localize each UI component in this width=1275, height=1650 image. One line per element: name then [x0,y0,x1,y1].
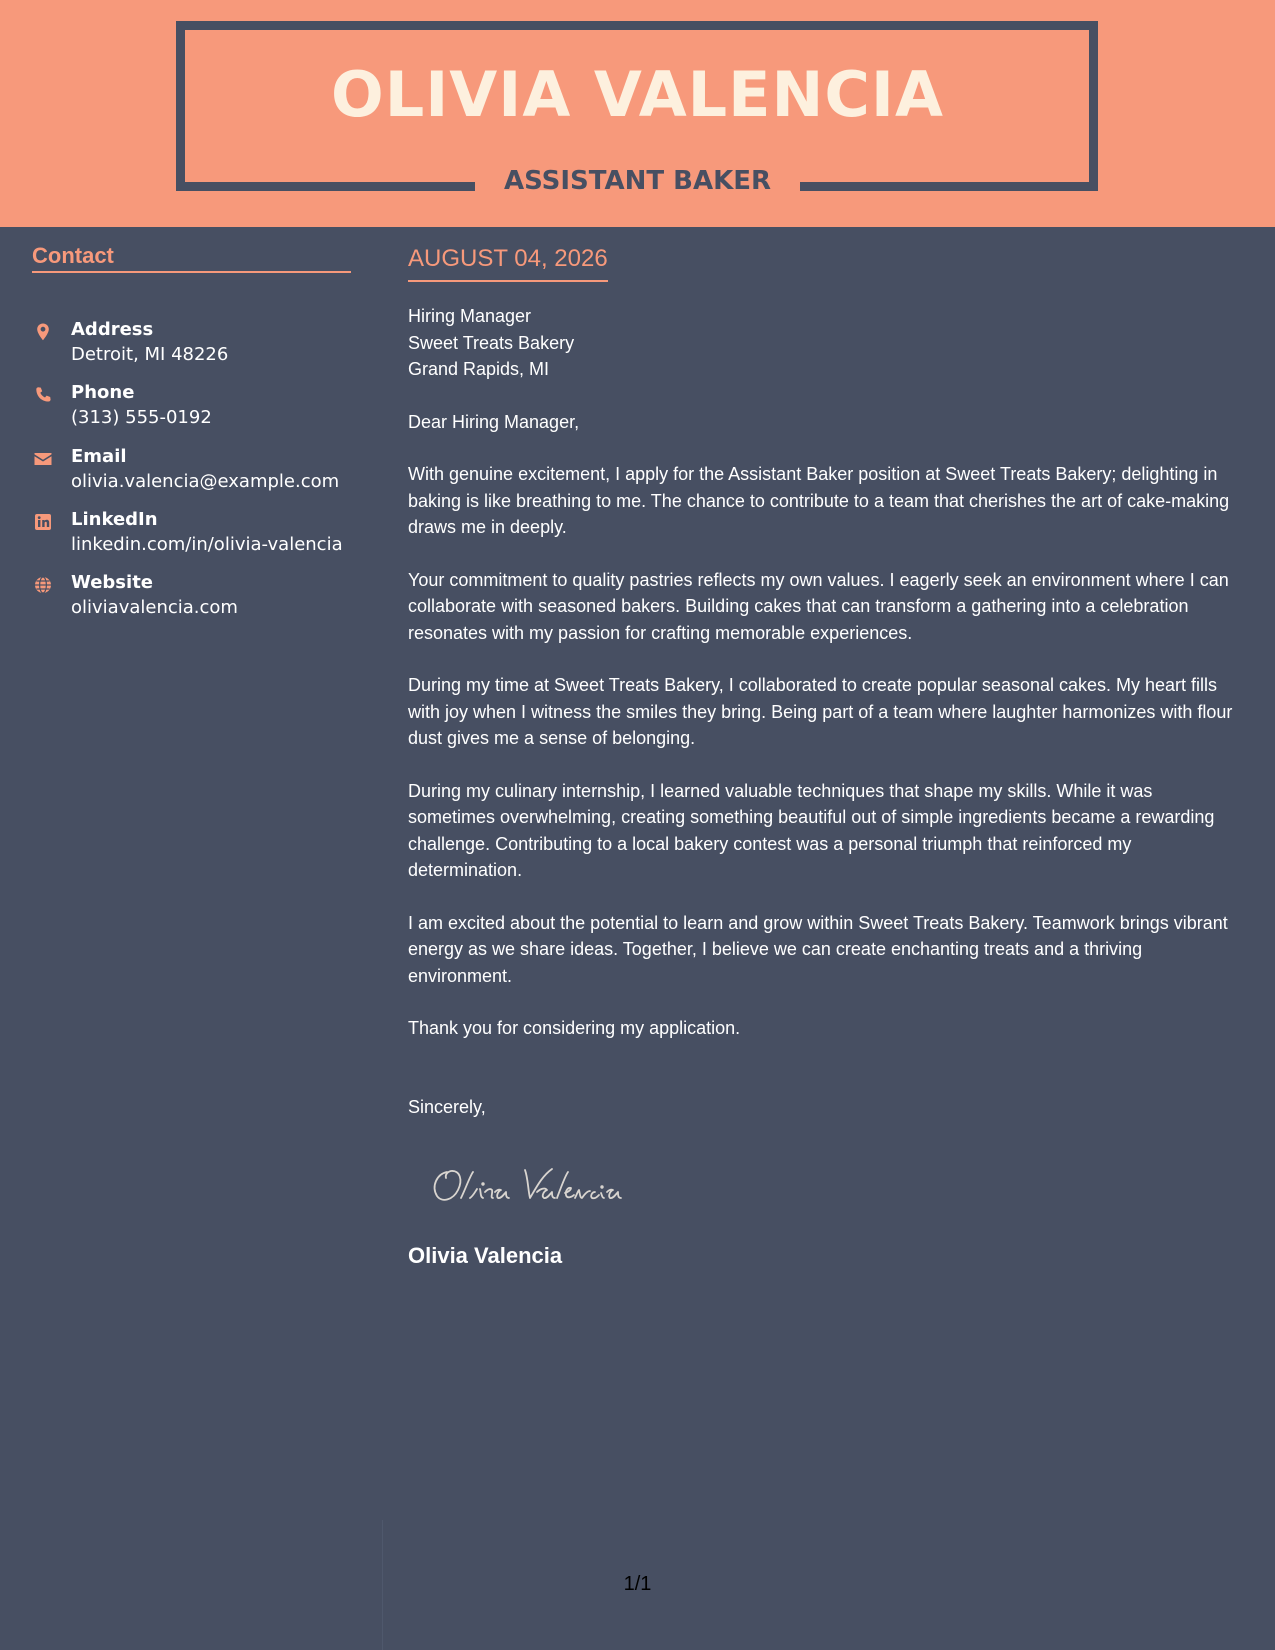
contact-list [32,273,351,618]
letter-paragraph: With genuine excitement, I apply for the Assistant Baker position at Sweet Treats Bakery; delighting in baking is like breathing to me. The chance to contribute to a team that cherishes the art of cake-making draws me in deeply. [408,464,1230,537]
recipient-line: Hiring Manager [408,306,532,326]
letter-paragraph: Your commitment to quality pastries reflects my own values. I eagerly seek an environment where I can collaborate with seasoned bakers. Building cakes that can transform a gathering into a celebration resonates with my passion for crafting memorable experiences. [408,569,1229,643]
closing: Sincerely, [408,1096,486,1117]
recipient-line: Sweet Treats Bakery [408,332,575,353]
globe-icon [32,574,54,596]
letter-paragraph: I am excited about the potential to learn and grow within Sweet Treats Bakery. Teamwork brings vibrant energy as we share ideas. Together, I believe we can create enchanting treats and a thriving environment. [408,912,1228,986]
contact-value[interactable]: linkedin.com/in/olivia-valencia [71,534,343,555]
contact-value[interactable]: oliviavalencia.com [71,597,238,618]
letter-paragraph: During my culinary internship, I learned valuable techniques that shape my skills. While it was sometimes overwhelming, creating something beautiful out of simple ingredients became a rewarding challenge. Contributing to a local bakery contest was a personal triumph that reinforced my determination. [408,780,1215,880]
contact-value: Detroit, MI 48226 [71,344,229,365]
linkedin-icon [32,511,54,533]
header-banner [0,0,1275,227]
contact-label: Website [71,572,154,593]
map-pin-icon [32,321,54,343]
phone-icon [32,384,54,406]
contact-label: LinkedIn [71,509,158,530]
contact-label: Email [71,446,127,467]
applicant-name: OLIVIA VALENCIA [331,58,944,131]
signer-name: Olivia Valencia [408,1243,563,1268]
letter-body [408,244,1238,1120]
handwritten-signature [425,1160,655,1210]
contact-label: Phone [71,382,135,403]
recipient-block [408,303,1238,383]
job-title: ASSISTANT BAKER [503,166,772,196]
page-number: 1/1 [623,1573,652,1595]
letter-paragraph: During my time at Sweet Treats Bakery, I collaborated to create popular seasonal cakes. My heart fills with joy when I witness the smiles they bring. Being part of a team where laughter harmonizes with flour dust gives me a sense of belonging. [408,675,1233,748]
contact-value: (313) 555-0192 [71,407,212,428]
salutation: Dear Hiring Manager, [408,411,580,432]
recipient-line: Grand Rapids, MI [408,359,550,379]
contact-value[interactable]: olivia.valencia@example.com [71,471,340,492]
letter-paragraph: Thank you for considering my application. [408,1018,741,1038]
letter-date: AUGUST 04, 2026 [408,244,608,282]
contact-label: Address [71,319,154,340]
contact-heading: Contact [32,242,351,273]
envelope-icon [32,448,54,470]
contact-sidebar [32,242,351,618]
